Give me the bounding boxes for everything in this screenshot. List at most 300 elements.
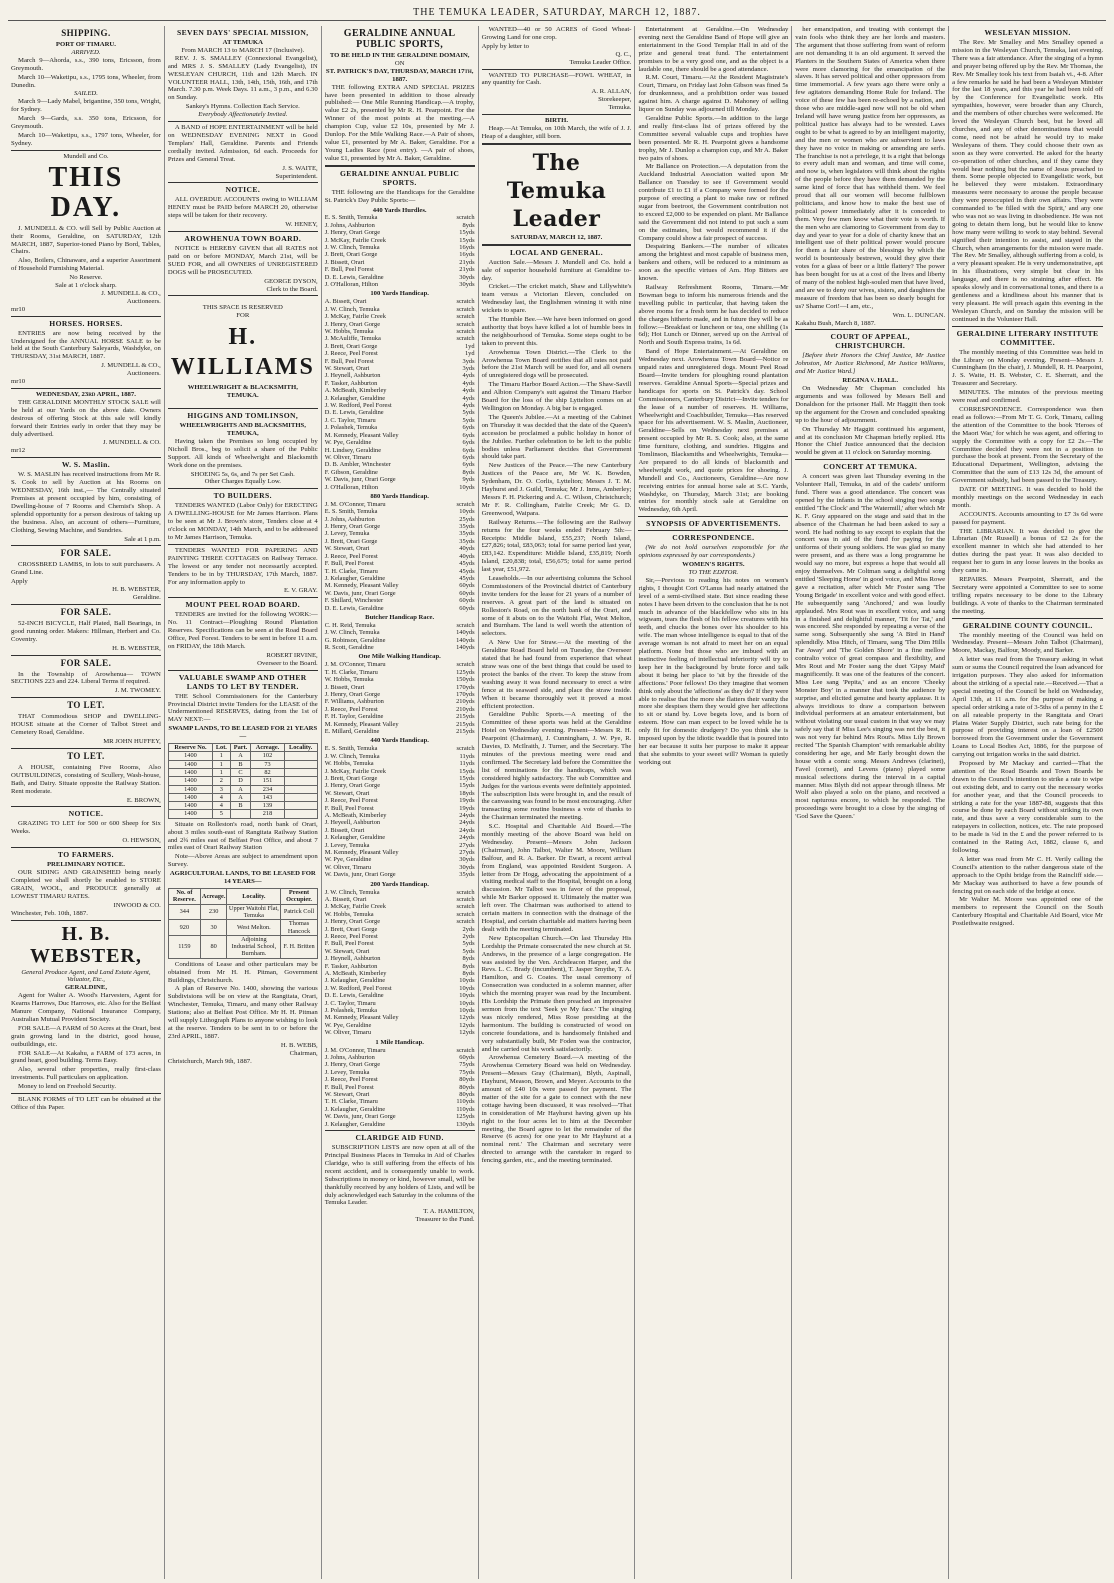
entrant-name: J. Henry, Orari Gorge	[324, 320, 381, 328]
entrant-handicap: scratch	[456, 661, 475, 669]
entrant-name: J. W. Redford, Peel Forest	[324, 402, 392, 410]
entrant-name: J. Kelaugher, Geraldine	[324, 394, 386, 402]
entrant-name: M. Kennedy, Pleasant Valley	[324, 1014, 399, 1022]
williams-name: H. WILLIAMS	[170, 324, 315, 381]
literary-body	[952, 349, 1103, 616]
entry-row	[325, 380, 475, 387]
entrant-handicap: scratch	[456, 305, 475, 313]
entrant-handicap: 6yds	[462, 431, 475, 439]
entrant-handicap: scratch	[456, 500, 475, 508]
entrant-name: J. Johns, Ashburton	[324, 515, 375, 523]
entrant-handicap: 5yds	[462, 416, 475, 424]
entrant-handicap: 11yds	[459, 752, 475, 760]
williams-for: FOR	[236, 312, 250, 320]
higgins-body: Having taken the Premises so long occupied by Nicholl Bros., beg to solicit a share of the Public Support. All kinds of Wheelwright and Blacksmith Work done on the premises.	[167, 437, 318, 469]
table-cell: 234	[251, 785, 284, 793]
entry-row	[325, 560, 475, 567]
entrant-handicap: 215yds	[456, 728, 475, 736]
sailing-1: March 9—Lady Mabel, brigantine, 350 tons, Wright, for Sydney.	[11, 98, 161, 114]
paragraph: DATE OF MEETING. It was decided to hold the monthly meetings on the second Wednesday in each month.	[952, 486, 1103, 509]
court-heading: COURT OF APPEAL, CHRISTCHURCH.	[830, 332, 910, 351]
stock-date: WEDNESDAY, 23rd APRIL, 1887.	[35, 391, 136, 398]
entrant-name: W. Hobbs, Temuka	[324, 676, 374, 684]
entrant-name: T. H. Clarke, Timaru	[324, 567, 378, 575]
entry-row	[325, 669, 475, 676]
entrant-name: J. C. Taylor, Timaru	[324, 999, 376, 1007]
entrant-handicap: scratch	[456, 903, 475, 911]
house-signature: E. BROWN,	[126, 796, 161, 804]
entrant-name: J. Brett, Orari Gorge	[324, 342, 378, 350]
entrant-name: D. E. Lewis, Geraldine	[324, 273, 384, 281]
entry-row	[325, 447, 475, 454]
entrant-handicap: 60yds	[459, 589, 475, 597]
walk-heading: One Mile Walking Handicap.	[358, 653, 441, 661]
table-cell: 5	[213, 810, 231, 818]
entry-row	[325, 842, 475, 849]
entrant-handicap: 110yds	[456, 1098, 475, 1106]
table-cell: 1400	[168, 752, 212, 760]
entry-row	[325, 597, 475, 604]
entry-row	[325, 903, 475, 910]
bicycle-signature: H. B. WEBSTER,	[112, 644, 161, 652]
entrant-handicap: 10yds	[459, 984, 475, 992]
wanted-land-body: WANTED—40 or 50 ACRES of Good Wheat-Growing Land for one crop.	[481, 26, 632, 41]
williams-place: TEMUKA.	[226, 392, 259, 400]
entry-row	[325, 834, 475, 841]
webster-money: Money to lend on Freehold Security.	[18, 1083, 117, 1091]
column-4	[479, 26, 636, 1579]
entrant-handicap: 8yds	[462, 962, 475, 970]
table-cell: 1400	[168, 760, 212, 768]
paragraph: MINUTES. The minutes of the previous meeting were read and confirmed.	[952, 389, 1103, 405]
lambs-heading: FOR SALE.	[60, 548, 112, 559]
entrant-name: W. Hobbs, Temuka	[324, 760, 374, 768]
entry-row	[325, 553, 475, 560]
table-cell	[284, 793, 317, 801]
entrant-handicap: 6yds	[462, 461, 475, 469]
entrant-handicap: 215yds	[456, 720, 475, 728]
table-cell: A	[230, 785, 251, 793]
entry-row	[325, 214, 475, 221]
lambs-body: CROSSBRED LAMBS, in lots to suit purchasers. A Grand Line.	[11, 561, 161, 577]
entrant-handicap: 24yds	[459, 826, 475, 834]
entry-row	[325, 328, 475, 335]
entrant-handicap: 27yds	[459, 849, 475, 857]
table-cell: 344	[168, 904, 200, 920]
entry-row	[325, 1054, 475, 1061]
entry-row	[325, 644, 475, 651]
mile-table	[325, 1047, 475, 1128]
paragraph: A New Use for Straw.—At the meeting of the Geraldine Road Board held on Tuesday, the Overseer stated that he had found from experience that wheat straw was one of the best things that could be used to protect the banks of the river. To keep the straw from washing away it was found necessary to erect a wire fence at its seaward side, and place the straw inside. When it became thoroughly wet it proved a most efficient protection.	[481, 639, 632, 710]
letter-place: Kakahu Bush, March 8, 1887.	[795, 319, 876, 327]
table-cell: 1	[213, 752, 231, 760]
entrant-handicap: 3yds	[462, 365, 475, 373]
entrant-handicap: 4yds	[462, 387, 475, 395]
paragraph: Arowhenua Cemetery Board.—A meeting of the Arowhenua Cemetery Board was held on Wednesday. Present—Messrs Gray (Chairman), Blyth, Aspinall, Hayhurst, Meason, Brown, and Meyer. Accounts to the amount of £40 10s were passed for payment. The matter of the site for a gate to connect with the new cottage having been discussed, it was resolved—'That in consideration of Mr Hayhurst having given up his right to the four acres let to him at the December meeting, the Board agree to let the remainder of the Reserve (6 acres) for one year to Mr Hayhurst at a nominal rent.' The Chairman and secretary were directed to arrange with the caretaker in regard to fencing garden, etc., and the meeting terminated.	[481, 1054, 632, 1165]
entrant-name: F. Tasker, Ashburton	[324, 962, 378, 970]
board-heading: AROWHENUA TOWN BOARD.	[184, 234, 302, 244]
maslin-sale: Sale at 1 p.m.	[124, 535, 161, 543]
lambs-signature: H. B. WEBSTER,	[112, 586, 161, 594]
table-cell: 1400	[168, 802, 212, 810]
entry-row	[325, 790, 475, 797]
entrant-name: J. McKay, Fairlie Creek	[324, 313, 386, 321]
entrant-handicap: 110yds	[456, 1105, 475, 1113]
entry-row	[325, 1076, 475, 1083]
hurdles-heading: 440 Yards Hurdles.	[372, 206, 427, 214]
entry-row	[325, 244, 475, 251]
table-cell	[284, 777, 317, 785]
literary-heading: GERALDINE LITERARY INSTITUTE COMMITTEE.	[956, 328, 1099, 347]
horses-body: ENTRIES are now being received by the Undersigned for the ANNUAL HORSE SALE to be held at the South Canterbury Saleyards, Washdyke, on THURSDAY, 31st MARCH, 1887.	[11, 329, 161, 361]
column-5	[635, 26, 792, 1579]
entry-row	[325, 918, 475, 925]
paragraph: Railway Returns.—The following are the Railway returns for the four weeks ended February 5th:—Receipts: Middle Island, £55,237; North Island, £27,826; total, £83,063; total for same period last year, £83,142. Expenditure: Middle Island, £35,819; North Island, £20,838; total, £56,675; total for same period last year, £51,972.	[481, 518, 632, 574]
table-cell: Upper Waitohi Flat, Temuka	[228, 904, 279, 919]
entry-row	[325, 721, 475, 728]
entrant-handicap: 4yds	[462, 394, 475, 402]
entrant-name: T. H. Clarke, Timaru	[324, 668, 378, 676]
entrant-name: W. Stewart, Orari	[324, 1091, 370, 1099]
entrant-name: W. Davis, junr, Orari Gorge	[324, 476, 396, 484]
entry-row	[325, 350, 475, 357]
entry-row	[325, 889, 475, 896]
entry-row	[325, 439, 475, 446]
wanted-land-place: Temuka Leader Office.	[569, 58, 632, 66]
table-cell: A	[230, 793, 251, 801]
entry-row	[325, 1121, 475, 1128]
table-cell: 230	[200, 904, 226, 920]
entrant-handicap: 80yds	[459, 1076, 475, 1084]
entrant-name: W. Davis, junr, Orari Gorge	[324, 589, 396, 597]
entrant-handicap: 1yd	[464, 342, 475, 350]
williams-trade: WHEELWRIGHT & BLACKSMITH,	[187, 384, 298, 392]
local-heading: LOCAL AND GENERAL.	[509, 247, 604, 257]
entrant-handicap: 40yds	[459, 552, 475, 560]
entry-row	[325, 251, 475, 258]
entrant-handicap: 18yds	[459, 789, 475, 797]
entry-row	[325, 1007, 475, 1014]
court-bench: [Before their Honors the Chief Justice, Mr Justice Johnston, Mr Justice Richmond, Mr Justice Williams, and Mr Justice Ward.]	[795, 352, 946, 376]
table-cell: 1400	[168, 793, 212, 801]
higgins-shoeing: SHOEING 5s, 6s, and 7s per Set Cash.	[190, 470, 295, 478]
entrant-handicap: 75yds	[459, 1061, 475, 1069]
entrant-name: J. Brett, Orari Gorge	[324, 774, 378, 782]
table-row	[168, 777, 317, 785]
entry-row	[325, 313, 475, 320]
sports-on: ON	[394, 59, 405, 67]
entrant-handicap: 5yds	[462, 940, 475, 948]
entrant-name: J. Kelaugher, Geraldine	[324, 1120, 386, 1128]
entrant-name: J. O'Halloran, Hilton	[324, 281, 379, 289]
wanted-wheat-signature: A. R. ALLAN,	[591, 88, 632, 96]
entrant-handicap: 30yds	[459, 856, 475, 864]
entrant-name: J. Johns, Ashburton	[324, 221, 375, 229]
paragraph: Sir,—Previous to reading his notes on women's rights, I thought Cori O'Lanus had nearly attained the level of a semi-civilised state. But since reading these notes I have been driven to the conclusion that he is not much in advance of the blackfellow who sits in his wigwam, tears the flesh of his fellow creatures with his teeth, and chucks the bones over his shoulder to his wife. The man whose intelligence is equal to that of the average woman is not afraid to meet her on an equal platform. None but those who are imbued with an instinctive feeling of intellectual inferiority will try to keep her in the background by brute force and talk about it being her place to 'sit by the fireside of the affections.' Poor fellows! Do they imagine that women think only about the 'affections' as they do? If they were able to realise that the more she flatters their vanity the more she despises them they would give her affections to sit or stand by. Love begets love, and is born of esteem. How can man expect to be loved while he is only fit for domestic drudgery? Do you think she is imposed upon by the idiotic twaddle that is poured into her ear because it suits her purpose to make it appear that she submits to your sweet will? Woman is quietly working out	[638, 576, 789, 766]
table-cell: 143	[251, 793, 284, 801]
entrant-handicap: 10yds	[459, 992, 475, 1000]
entry-row	[325, 1022, 475, 1029]
synopsis-heading: SYNOPSIS OF ADVERTISEMENTS.	[646, 519, 781, 529]
handicaps-intro: THE following are the Handicaps for the Geraldine St. Patrick's Day Public Sports:—	[324, 188, 475, 204]
entrant-handicap: 3yds	[462, 357, 475, 365]
letter-addressee: TO THE EDITOR.	[688, 569, 739, 576]
birth-body: Heap.—At Temuka, on 10th March, the wife of J. J. Heap of a daughter, still born.	[481, 124, 632, 140]
column-6	[792, 26, 949, 1579]
paragraph: CORRESPONDENCE. Correspondence was then read as follows:—From Mr T. G. Cork, Timaru, calling the attention of the Committee to the book 'Heroes of the Maori War,' for which he was agent, and offering to supply the Committee with a copy for £2 2s.—The Committee decided they were not in a position to purchase the book at present. From the Secretary of the Educational Department, Wellington, advising the Committee that the sum of £13 12s 3d, the amount of Government subsidy, had been passed to the Treasury.	[952, 405, 1103, 485]
entrant-name: A. McBeath, Kimberley	[324, 812, 387, 819]
horses-heading: HORSES. HORSES.	[49, 318, 123, 328]
overdue-body: ALL OVERDUE ACCOUNTS owing to WILLIAM HENEY must be PAID before MARCH 20, otherwise steps will be taken for their recovery.	[167, 196, 318, 220]
entrant-handicap: 16yds	[459, 251, 475, 259]
entry-row	[325, 940, 475, 947]
entrant-handicap: 24yds	[459, 819, 475, 827]
entrant-name: W. Hobbs, Temuka	[324, 328, 374, 335]
paragraph: Mr Ballance on Protection.—A deputation from the Auckland Industrial Association waited upon Mr Ballance on Tuesday to see if Government would contribute £1 to £1 if a Company were formed for the purpose of erecting a plant to make raw or refined sugar from beetroot, the Government contribution not to exceed £2,000 to be expended on plant. Mr Ballance said the Government did not intend to put such a sum on the estimates, but would recommend it if the Company could show a fair prospect of success.	[638, 163, 789, 242]
entrant-handicap: 10yds	[459, 1007, 475, 1015]
entry-row	[325, 365, 475, 372]
entry-row	[325, 963, 475, 970]
peel-body: TENDERS are invited for the following WORK:— No. 11 Contract—Ploughing Round Plantation Reserves. Specifications can be seen at the Road Board Office, Peel Forest. Tenders to be sent in before 11 a.m. on FRIDAY, the 18th March.	[167, 611, 318, 650]
table-cell: 1159	[168, 935, 200, 958]
table-cell: 920	[168, 920, 200, 936]
hurdles-table	[325, 214, 475, 288]
table-cell: 151	[251, 777, 284, 785]
entrant-handicap: 45yds	[459, 567, 475, 575]
entrant-handicap: 1yd	[464, 350, 475, 358]
entry-row	[325, 992, 475, 999]
entrant-name: J. Henry, Orari Gorge	[324, 229, 381, 237]
entrant-handicap: 60yds	[459, 1054, 475, 1061]
entry-row	[325, 454, 475, 461]
entrant-handicap: 8yds	[462, 970, 475, 978]
entrant-name: J. Brett, Orari Gorge	[324, 537, 378, 545]
entry-row	[325, 775, 475, 782]
entrant-handicap: 130yds	[456, 1120, 475, 1128]
entrant-name: J. Bissett, Orari	[324, 258, 365, 266]
entrant-handicap: scratch	[456, 313, 475, 321]
entrant-name: J. Bissett, Orari	[324, 683, 365, 691]
webster-sub: General Produce Agent, and Land Estate Agent, Valuator, Etc.,	[21, 968, 151, 984]
entry-row	[325, 516, 475, 523]
entrant-name: J. Kelaugher, Geraldine	[324, 574, 386, 582]
entry-row	[325, 782, 475, 789]
sports-sub: TO BE HELD IN THE GERALDINE DOMAIN,	[329, 52, 470, 59]
lambs-place: Geraldine.	[132, 594, 161, 602]
entrant-handicap: 150yds	[456, 676, 475, 684]
mundell-also: Also, Boilers, Chinaware, and a superior Assortment of Household Furnishing Material.	[11, 257, 161, 273]
table-row	[168, 793, 317, 801]
entry-row	[325, 461, 475, 468]
correspondence-heading: CORRESPONDENCE.	[672, 533, 755, 543]
entrant-handicap: 35yds	[459, 537, 475, 545]
wesleyan-heading: WESLEYAN MISSION.	[984, 28, 1071, 37]
entry-row	[325, 358, 475, 365]
sports-heading: GERALDINE ANNUAL PUBLIC SPORTS,	[343, 28, 456, 50]
entrant-handicap: 15yds	[459, 782, 475, 790]
paragraph: THE LIBRARIAN. It was decided to give the Librarian (Mr Russell) a bonus of £2 2s for the excellent manner in which she had attended to her duties during the past year. It was also decided to request her to gum in any loose leaves in the books as they came in.	[952, 527, 1103, 575]
claridge-heading: CLARIDGE AID FUND.	[355, 1133, 444, 1143]
entrant-handicap: scratch	[456, 328, 475, 335]
entrant-name: J. McKay, Fairlie Creek	[324, 236, 386, 244]
forty-table	[325, 745, 475, 878]
entrant-name: J. Levey, Temuka	[324, 530, 370, 538]
paragraph: R.M. Court, Timaru.—At the Resident Magistrate's Court, Timaru, on Friday last John Gibson was fined 5s for drunkenness, and a prohibition order was issued against him. A charge against D. Mahoney of selling liquor on Sunday was adjourned till Monday.	[638, 74, 789, 114]
entrant-handicap: 11yds	[459, 760, 475, 768]
entrant-handicap: 19yds	[459, 804, 475, 812]
table-cell: West Melton.	[227, 920, 281, 936]
entry-row	[325, 545, 475, 552]
paragraph: The Queen's Jubilee.—At a meeting of the Cabinet on Thursday it was decided that the date of the Queen's accession be proclaimed a public holiday in honor of the Jubilee. Further celebration to be left to the public bodies unless Parliament decides that Government should take part.	[481, 413, 632, 461]
overdue-heading: NOTICE.	[225, 185, 261, 195]
hundred-table	[325, 298, 475, 491]
webster-sale-2: FOR SALE—At Kakahu, a FARM of 173 acres, in grand heart, good building. Terms Easy.	[11, 1049, 161, 1065]
entrant-handicap: 9yds	[462, 476, 475, 484]
entrant-handicap: 75yds	[459, 1068, 475, 1076]
entrant-name: M. Kennedy, Pleasant Valley	[324, 582, 399, 590]
webster-body: Agent for Walter A. Wood's Harvesters, Agent for Kearns Harrows, Duc Harrows, etc. Also for the Belfast Manure Company, National Insurance Company, Australian Mutual Provident Society.	[11, 992, 161, 1023]
entrant-handicap: 24yds	[459, 812, 475, 819]
entry-row	[325, 417, 475, 424]
higgins-trade: WHEELWRIGHTS AND BLACKSMITHS, TEMUKA,	[179, 422, 306, 437]
entrant-name: J. W. Clinch, Temuka	[324, 244, 380, 252]
claridge-role: Treasurer to the Fund.	[415, 1216, 475, 1224]
entrant-name: D. E. Lewis, Geraldine	[324, 992, 384, 1000]
entrant-name: J. Levey, Temuka	[324, 841, 370, 849]
table-cell	[284, 810, 317, 818]
table-cell: 139	[251, 802, 284, 810]
paragraph: The Humble Bee.—We have been informed on good authority that boys have killed a lot of humble bees in the neighbourhood of Temuka. Some steps ought to be taken to prevent this.	[481, 316, 632, 347]
entry-row	[325, 1061, 475, 1068]
column-header: Present Occupier.	[281, 889, 317, 905]
swamp-signature: H. B. WEBB,	[280, 1041, 318, 1049]
arrival-1: March 9—Ahorda, s.s., 390 tons, Ericsson, from Greymouth.	[11, 56, 161, 72]
table-cell: A	[230, 752, 251, 760]
entry-row	[325, 728, 475, 735]
entry-row	[325, 237, 475, 244]
entry-row	[325, 706, 475, 713]
entry-row	[325, 387, 475, 394]
entrant-handicap: 8yds	[462, 221, 475, 229]
entrant-name: F. Bull, Peel Forest	[324, 560, 374, 568]
entrant-name: F. Tasker, Ashburton	[324, 379, 378, 387]
wanted-land-apply: Apply by letter to	[481, 42, 529, 50]
entry-row	[325, 605, 475, 612]
entrant-handicap: 10yds	[459, 483, 475, 491]
this-day-headline: THIS DAY.	[48, 161, 124, 223]
mundell-firm: Mundell and Co.	[63, 152, 109, 160]
agri-heading: AGRICULTURAL LANDS, TO BE LEASED FOR 14 YEARS—	[169, 870, 316, 886]
horses-signature: J. MUNDELL & CO.,	[101, 362, 161, 370]
entry-row	[325, 768, 475, 775]
entrant-name: A. McBeath, Kimberley	[324, 387, 387, 395]
port-heading: PORT OF TIMARU.	[55, 41, 116, 48]
entrant-handicap: 12yds	[459, 1029, 475, 1037]
blank-forms-notice: BLANK FORMS of TO LET can be obtained at the Office of this Paper.	[11, 1096, 161, 1111]
entry-row	[325, 484, 475, 491]
entry-row	[325, 335, 475, 342]
paragraph: REPAIRS. Messrs Pearpoint, Sherratt, and the Secretary were appointed a Committee to see to some trifling repairs necessary to be done to the Library buildings. A vote of thanks to the Chairman terminated the meeting.	[952, 576, 1103, 615]
entry-row	[325, 698, 475, 705]
entrant-name: J. W. Clinch, Temuka	[324, 305, 380, 313]
builders-heading: TO BUILDERS.	[213, 491, 272, 501]
entrant-name: W. Oliver, Timaru	[324, 453, 372, 461]
entry-row	[325, 684, 475, 691]
mission-sub: AT TEMUKA	[222, 39, 263, 46]
entrant-name: D. B. Ambler, Winchester	[324, 461, 391, 469]
maslin-body: W. S. MASLIN has received instructions from Mr R. S. Cook to sell by Auction at his Rooms on WEDNESDAY, 16th inst.,— The Centrally situated Premises at present occupied by him, consisting of Dwelling-house of 7 Rooms and Chemist's Shop. A splendid opportunity for a person desirous of taking up the business. Also, an account of others—Furniture, Clothing, Sewing Machine, and Sundries.	[11, 471, 161, 534]
paragraph: New Justices of the Peace.—The new Canterbury Justices of the Peace are, Mr W. K. Bowden, Sydenham, Dr. O. Corlis, Lyttelton; Messrs J. T. M. Hayhurst and J. Guild, Temuka; Mr J. Inms, Amberley; Messrs F. H. Pickering and A. C. Wilson, Christchurch; Mr F. R. Collingham, Fairlie Creek; Mr G. D. Greenwood, Waipara.	[481, 462, 632, 517]
mission-hymns: Sankey's Hymns. Collection Each Service.	[185, 103, 300, 111]
entry-row	[325, 372, 475, 379]
column-header: Acreage.	[200, 889, 226, 905]
entrant-name: F. Shillard, Winchester	[324, 597, 384, 605]
entrant-handicap: 35yds	[459, 530, 475, 538]
entry-row	[325, 926, 475, 933]
entry-row	[325, 805, 475, 812]
entrant-name: J. Heynell, Ashburton	[324, 955, 381, 963]
entrant-handicap: 6yds	[462, 446, 475, 454]
claridge-signature: T. A. HAMILTON,	[423, 1208, 475, 1216]
paragraph: On Wednesday Mr Chapman concluded his arguments and was followed by Messrs Bell and Donaldson for the prisoner Hall. Mr Haggitt then took up the argument for the Crown and concluded speaking up to the hour of adjournment.	[795, 385, 946, 424]
table-cell: 1400	[168, 768, 212, 776]
entry-row	[325, 827, 475, 834]
entrant-handicap: 24yds	[459, 834, 475, 842]
swamp-body: THE School Commissioners for the Canterbury Provincial District invite Tenders for the LEASE of the Undermentioned RESERVES, dating from the 1st of MAY NEXT:—	[167, 692, 318, 724]
webster-headline: H. B. WEBSTER,	[29, 922, 142, 967]
swamp-conditions: Conditions of Lease and other particulars may be obtained from Mr H. H. Pitman, Government Buildings, Christchurch.	[167, 960, 318, 984]
paragraph: A letter was read from Mr C. H. Verily calling the Council's attention to the rather dangerous state of the approach to the Opihi bridge from the Raincliff side.—Mr Mackay was authorised to have a few pounds of fencing put on each side of the bridge at once.	[952, 855, 1103, 895]
concert-heading: CONCERT AT TEMUKA.	[823, 462, 918, 472]
entrant-handicap: 15yds	[459, 229, 475, 237]
entrant-name: F. Bull, Peel Forest	[324, 940, 374, 948]
entrant-name: H. Lindsey, Geraldine	[324, 446, 382, 454]
entrant-name: M. Kennedy, Pleasant Valley	[324, 720, 399, 728]
mission-heading: SEVEN DAYS' SPECIAL MISSION,	[176, 28, 309, 37]
entrant-name: J. Reece, Peel Forest	[324, 797, 378, 805]
table-row	[168, 904, 317, 920]
table-cell: 1400	[168, 810, 212, 818]
entrant-name: J. W. Clinch, Temuka	[324, 629, 380, 637]
entry-row	[325, 298, 475, 305]
entrant-handicap: scratch	[456, 745, 475, 753]
table-cell	[284, 760, 317, 768]
entrant-handicap: 60yds	[459, 597, 475, 605]
entry-row	[325, 476, 475, 483]
entry-row	[325, 691, 475, 698]
eighty-heading: 880 Yards Handicap.	[370, 492, 429, 500]
paragraph: New Episcopalian Church.—On last Thursday His Lordship the Primate consecrated the new church at St. Andrews, in the presence of a large congregation. He was assisted by the Ven. Archdeacon Harper, and the Revs. L. C. Brady (incumbent), T. Jasper Smythe, T. A. Hamilton, and G. Coates. The usual ceremony of Consecration was conducted in a solemn manner, after which the morning prayer was read by the Incumbent. His Lordship the Primate then preached an impressive sermon from the text 'Seek ye My face.' The singing was nicely rendered, Miss Rose presiding at the harmonium. The building is constructed of wood on concrete foundations, and is handsomely finished and very substantially built, Mr Foden was the contractor, and he carried out his work satisfactorily.	[481, 934, 632, 1053]
entrant-handicap: 25yds	[459, 515, 475, 523]
entry-row	[325, 812, 475, 819]
entrant-name: J. W. Clinch, Temuka	[324, 752, 380, 760]
entrant-name: J. W. Clinch, Temuka	[324, 888, 380, 896]
column-header: Lot.	[213, 744, 231, 752]
entry-row	[325, 911, 475, 918]
table-cell: D	[230, 777, 251, 785]
concert-body	[795, 473, 945, 821]
horses-role: Auctioneers.	[126, 370, 161, 378]
entrant-handicap: 45yds	[459, 574, 475, 582]
house-body: A HOUSE, containing Five Rooms, Also OUTBUILDINGS, consisting of Scullery, Wash-house, Bath, and Dairy. Situate opposite the Railway Station. Rent moderate.	[11, 763, 161, 795]
swamp-sub: SWAMP LANDS, TO BE LEASED FOR 21 YEARS—	[168, 725, 318, 741]
entry-row	[325, 222, 475, 229]
letter-signature: Wm. L. DUNCAN.	[892, 311, 946, 319]
entry-row	[325, 321, 475, 328]
entrant-handicap: 170yds	[456, 691, 475, 698]
forty-heading: 440 Yards Handicap.	[370, 737, 429, 745]
hundred-heading: 100 Yards Handicap.	[370, 290, 429, 298]
